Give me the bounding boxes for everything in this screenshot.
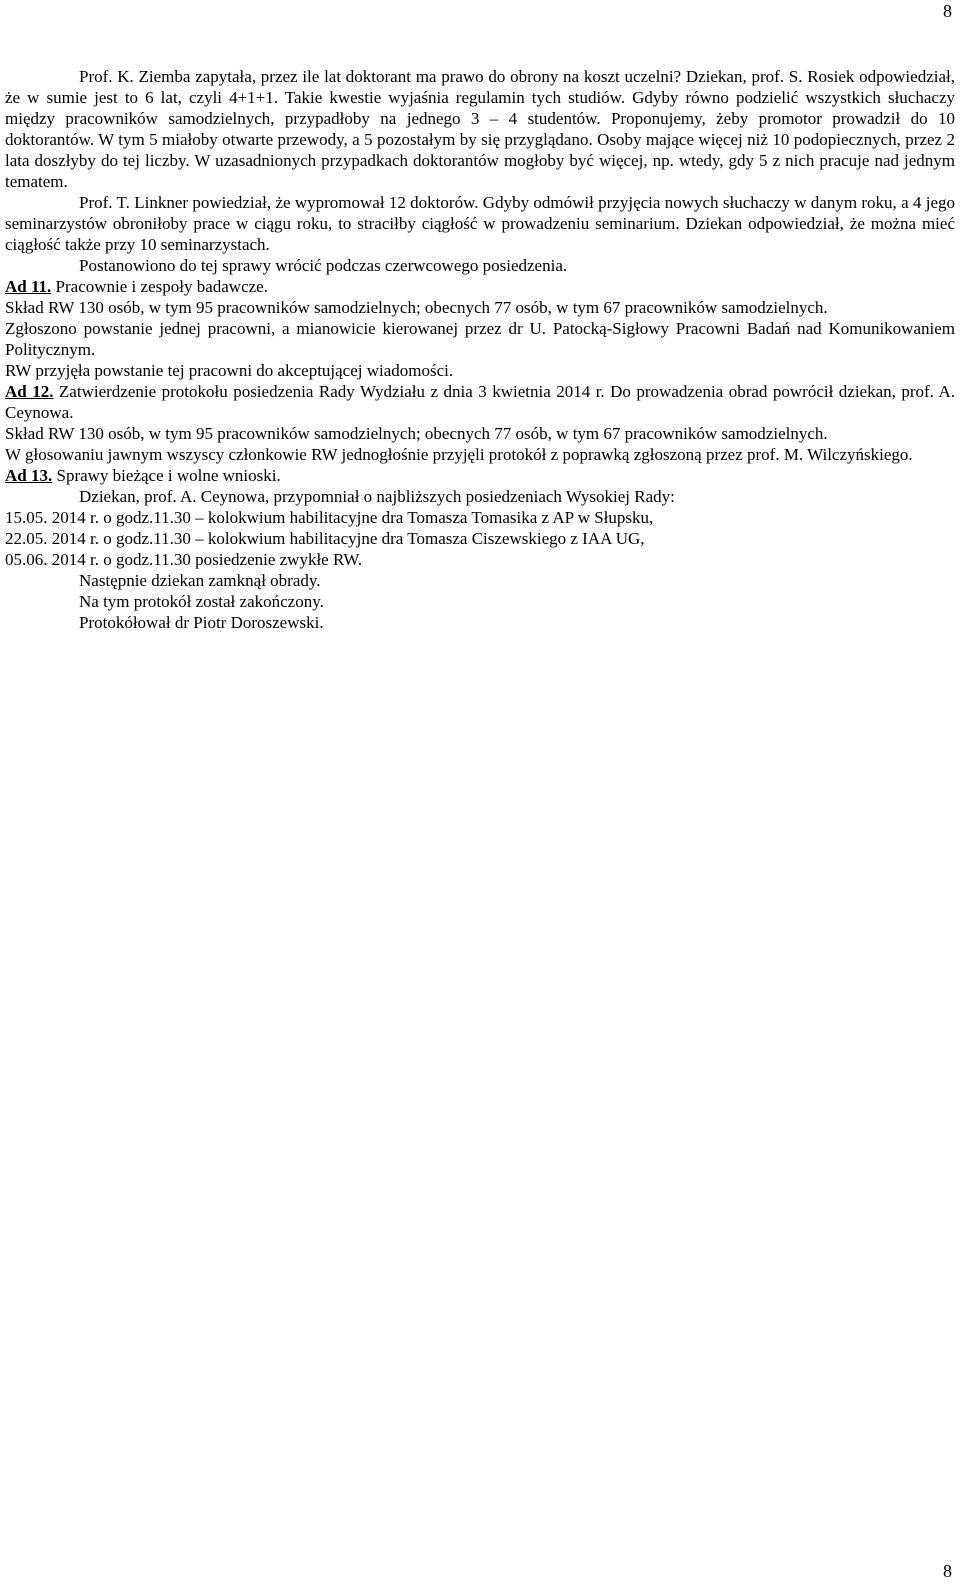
agenda-item-13	[5, 465, 955, 486]
agenda-title-11: Pracownie i zespoły badawcze.	[51, 277, 268, 296]
agenda-title-12: Zatwierdzenie protokołu posiedzenia Rady Wydziału z dnia 3 kwietnia 2014 r. Do prowadzenia obrad powrócił dziekan, prof. A. Ceynowa.	[5, 382, 955, 422]
agenda-label-12: Ad 12.	[5, 382, 54, 401]
paragraph-council-composition-1: Skład RW 130 osób, w tym 95 pracowników samodzielnych; obecnych 77 osób, w tym 67 pracowników samodzielnych.	[5, 298, 828, 317]
paragraph-vote: W głosowaniu jawnym wszyscy członkowie RW jednogłośnie przyjęli protokół z poprawką zgłoszoną przez prof. M. Wilczyńskiego.	[5, 445, 913, 464]
page-number-bottom: 8	[943, 1561, 952, 1581]
paragraph-upcoming-meetings: Dziekan, prof. A. Ceynowa, przypomniał o najbliższych posiedzeniach Wysokiej Rady:	[79, 487, 675, 506]
closing-line-2: Na tym protokół został zakończony.	[79, 592, 324, 611]
meeting-item-1: 15.05. 2014 r. o godz.11.30 – kolokwium habilitacyjne dra Tomasza Tomasika z AP w Słupsku,	[5, 508, 654, 527]
paragraph-linkner: Prof. T. Linkner powiedział, że wypromował 12 doktorów. Gdyby odmówił przyjęcia nowych słuchaczy w danym roku, a 4 jego seminarzystów obroniłoby prace w ciągu roku, to straciłby ciągłość w prowadzeniu seminarium. Dziekan odpowiedział, że można mieć ciągłość także przy 10 seminarzystach.	[5, 193, 955, 254]
paragraph-new-lab: Zgłoszono powstanie jednej pracowni, a mianowicie kierowanej przez dr U. Patocką-Sigłowy Pracowni Badań nad Komunikowaniem Politycznym.	[5, 319, 955, 359]
paragraph-council-composition-2: Skład RW 130 osób, w tym 95 pracowników samodzielnych; obecnych 77 osób, w tym 67 pracowników samodzielnych.	[5, 424, 828, 443]
agenda-label-13: Ad 13.	[5, 466, 53, 485]
document-body	[5, 66, 955, 633]
meeting-item-3: 05.06. 2014 r. o godz.11.30 posiedzenie zwykłe RW.	[5, 550, 363, 569]
closing-line-3: Protokółował dr Piotr Doroszewski.	[79, 613, 324, 632]
paragraph-ziemba-question: Prof. K. Ziemba zapytała, przez ile lat doktorant ma prawo do obrony na koszt uczelni? Dziekan, prof. S. Rosiek odpowiedział, że w sumie jest to 6 lat, czyli 4+1+1. Takie kwestie wyjaśnia regulamin tych studiów. Gdyby równo podzielić wszystkich słuchaczy między pracowników samodzielnych, przypadłoby na jednego 3 – 4 studentów. Proponujemy, żeby promotor prowadził do 10 doktorantów. W tym 5 miałoby otwarte przewody, a 5 pozostałym by się przyglądano. Osoby mające więcej niż 10 podopiecznych, przez 2 lata doszłyby do tej liczby. W uzasadnionych przypadkach doktorantów mogłoby być więcej, np. wtedy, gdy 5 z nich pracuje nad jednym tematem.	[5, 67, 955, 191]
meeting-item-2: 22.05. 2014 r. o godz.11.30 – kolokwium habilitacyjne dra Tomasza Ciszewskiego z IAA UG,	[5, 529, 645, 548]
page-number-top: 8	[943, 1, 952, 21]
paragraph-postponed: Postanowiono do tej sprawy wrócić podczas czerwcowego posiedzenia.	[79, 256, 568, 275]
agenda-title-13: Sprawy bieżące i wolne wnioski.	[52, 466, 281, 485]
paragraph-lab-accepted: RW przyjęła powstanie tej pracowni do akceptującej wiadomości.	[5, 361, 454, 380]
agenda-label-11: Ad 11.	[5, 277, 52, 296]
agenda-item-12	[5, 381, 955, 423]
agenda-item-11	[5, 276, 955, 297]
closing-line-1: Następnie dziekan zamknął obrady.	[79, 571, 321, 590]
